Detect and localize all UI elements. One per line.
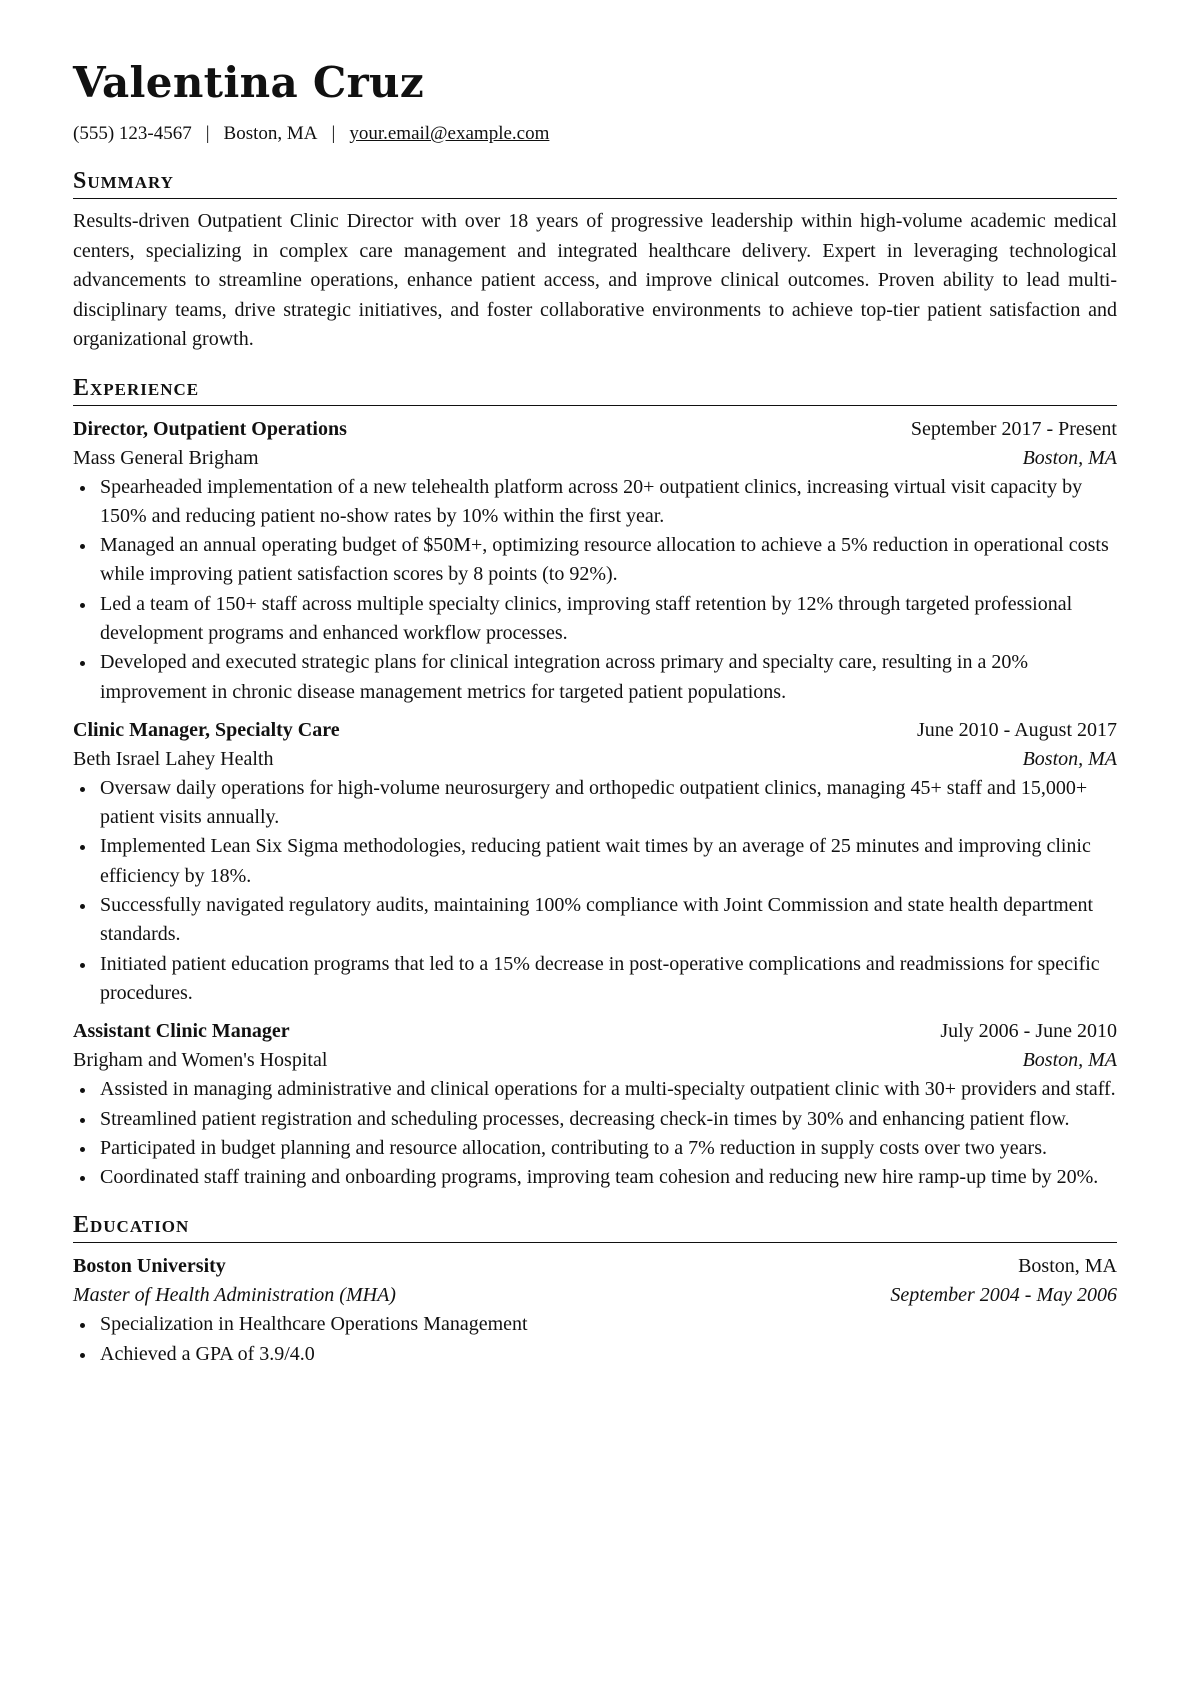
contact-separator: | [205,123,210,144]
candidate-name: Valentina Cruz [73,58,425,107]
bullet-item: Implemented Lean Six Sigma methodologies, reducing patient wait times by an average of 25 minutes and improving clinic efficiency by 18%. [73,832,1117,891]
job-title: Assistant Clinic Manager [73,1020,290,1043]
bullet-item: Achieved a GPA of 3.9/4.0 [73,1340,1117,1369]
job-location: Boston, MA [1022,446,1117,469]
bullet-item: Assisted in managing administrative and clinical operations for a multi-specialty outpatient clinic with 30+ providers and staff. [73,1075,1117,1104]
job-location: Boston, MA [1022,1049,1117,1072]
summary-text: Results-driven Outpatient Clinic Director with over 18 years of progressive leadership within high-volume academic medical centers, specializing in complex care management and integrated healthcare delivery. Expert in leveraging technological advancements to streamline operations, enhance patient access, and improve clinical outcomes. Proven ability to lead multi-disciplinary teams, drive strategic initiatives, and foster collaborative environments to achieve top-tier patient satisfaction and organizational growth. [73,210,1117,350]
education-section [73,1210,1117,1369]
bullet-item: Oversaw daily operations for high-volume neurosurgery and orthopedic outpatient clinics, managing 45+ staff and 15,000+ patient visits annually. [73,774,1117,833]
email-link[interactable]: your.email@example.com [349,123,550,144]
bullet-item: Spearheaded implementation of a new telehealth platform across 20+ outpatient clinics, increasing virtual visit capacity by 150% and reducing patient no-show rates by 10% within the first year. [73,473,1117,532]
summary-section [73,166,1117,355]
contact-separator: | [331,123,336,144]
job-location: Boston, MA [1022,747,1117,770]
bullet-item: Coordinated staff training and onboarding programs, improving team cohesion and reducing new hire ramp-up time by 20%. [73,1163,1117,1192]
job-entry [73,415,1117,707]
job-dates: September 2017 - Present [910,417,1117,440]
education-bullets [73,1310,1117,1369]
resume-page [73,58,1117,1369]
bullet-item: Streamlined patient registration and scheduling processes, decreasing check-in times by 30% and enhancing patient flow. [73,1105,1117,1134]
bullet-item: Specialization in Healthcare Operations Management [73,1310,1117,1339]
job-title: Director, Outpatient Operations [73,417,347,440]
education-entry [73,1252,1117,1369]
experience-section [73,373,1117,1193]
bullet-item: Participated in budget planning and resource allocation, contributing to a 7% reduction in supply costs over two years. [73,1134,1117,1163]
bullet-item: Developed and executed strategic plans for clinical integration across primary and specialty care, resulting in a 20% improvement in chronic disease management metrics for targeted patient populations. [73,648,1117,707]
contact-line [73,122,1117,146]
job-bullets [73,1075,1117,1192]
company-name: Beth Israel Lahey Health [73,747,274,770]
job-bullets [73,774,1117,1008]
company-name: Mass General Brigham [73,446,259,469]
school-name: Boston University [73,1255,226,1278]
location-text: Boston, MA [223,123,318,144]
job-bullets [73,473,1117,707]
degree-name: Master of Health Administration (MHA) [73,1284,396,1307]
phone-number: (555) 123-4567 [73,123,192,144]
bullet-item: Led a team of 150+ staff across multiple specialty clinics, improving staff retention by 12% through targeted professional development programs and enhanced workflow processes. [73,590,1117,649]
job-dates: June 2010 - August 2017 [917,718,1117,741]
section-title-experience: Experience [73,373,1117,406]
job-dates: July 2006 - June 2010 [940,1020,1117,1043]
school-location: Boston, MA [1018,1255,1117,1278]
bullet-item: Initiated patient education programs that led to a 15% decrease in post-operative complications and readmissions for specific procedures. [73,950,1117,1009]
bullet-item: Managed an annual operating budget of $50M+, optimizing resource allocation to achieve a 5% reduction in operational costs while improving patient satisfaction scores by 8 points (to 92%). [73,531,1117,590]
job-title: Clinic Manager, Specialty Care [73,718,340,741]
section-title-summary: Summary [73,166,1117,199]
company-name: Brigham and Women's Hospital [73,1049,328,1072]
job-entry [73,1017,1117,1192]
section-title-education: Education [73,1210,1117,1243]
bullet-item: Successfully navigated regulatory audits, maintaining 100% compliance with Joint Commission and state health department standards. [73,891,1117,950]
education-dates: September 2004 - May 2006 [890,1284,1117,1307]
job-entry [73,716,1117,1008]
